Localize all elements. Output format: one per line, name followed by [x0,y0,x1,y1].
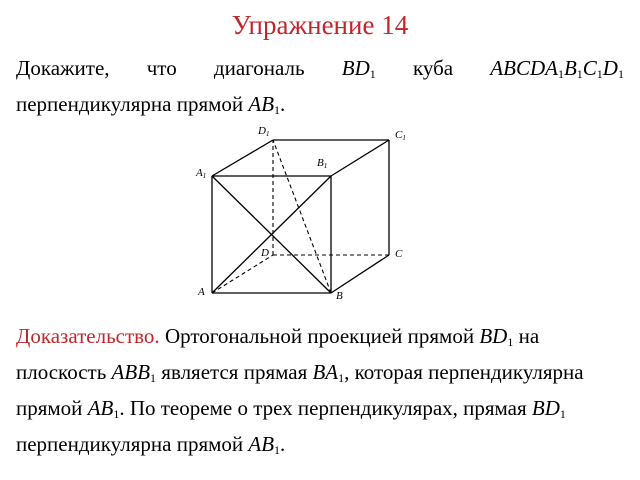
label-c: C [395,248,403,260]
statement-line-1 [16,50,624,86]
word-that: что [146,56,177,80]
word-prove: Докажите, [16,56,110,80]
label-b1: B1 [317,157,328,170]
problem-statement [16,50,624,122]
proof-text: Доказательство. Ортогональной проекцией прямой $BD_1$ на плоскость $ABB_1$ является прямая $BA_1$, которая перпендикулярна прямой $AB_1$. По теореме о трех перпендикулярах, прямая $BD_1$ перпендикулярна прямой $AB_1$. [16,324,584,457]
word-diagonal: диагональ [213,56,305,80]
segment-bd1: $BD_1$ [341,56,376,81]
edge-b-c [331,255,389,293]
cube-figure [190,118,430,308]
label-c1: C1 [395,129,406,142]
edge-a1-d1 [212,140,273,176]
cube-name: $ABCDA_1B_1C_1D_1$ [490,56,624,81]
label-d1: D1 [258,125,270,138]
page-title: Упражнение 14 [231,10,409,40]
label-a: A [198,286,205,298]
label-d: D [261,247,269,259]
label-b: B [336,290,343,302]
hidden-edge-a-d [212,255,273,293]
edge-b1-c1 [331,140,389,176]
statement-line-2: перпендикулярна прямой $AB_1$. [16,92,286,117]
label-a1: A1 [196,167,207,180]
proof-label: Доказательство. [16,324,160,348]
word-cube: куба [412,56,454,80]
